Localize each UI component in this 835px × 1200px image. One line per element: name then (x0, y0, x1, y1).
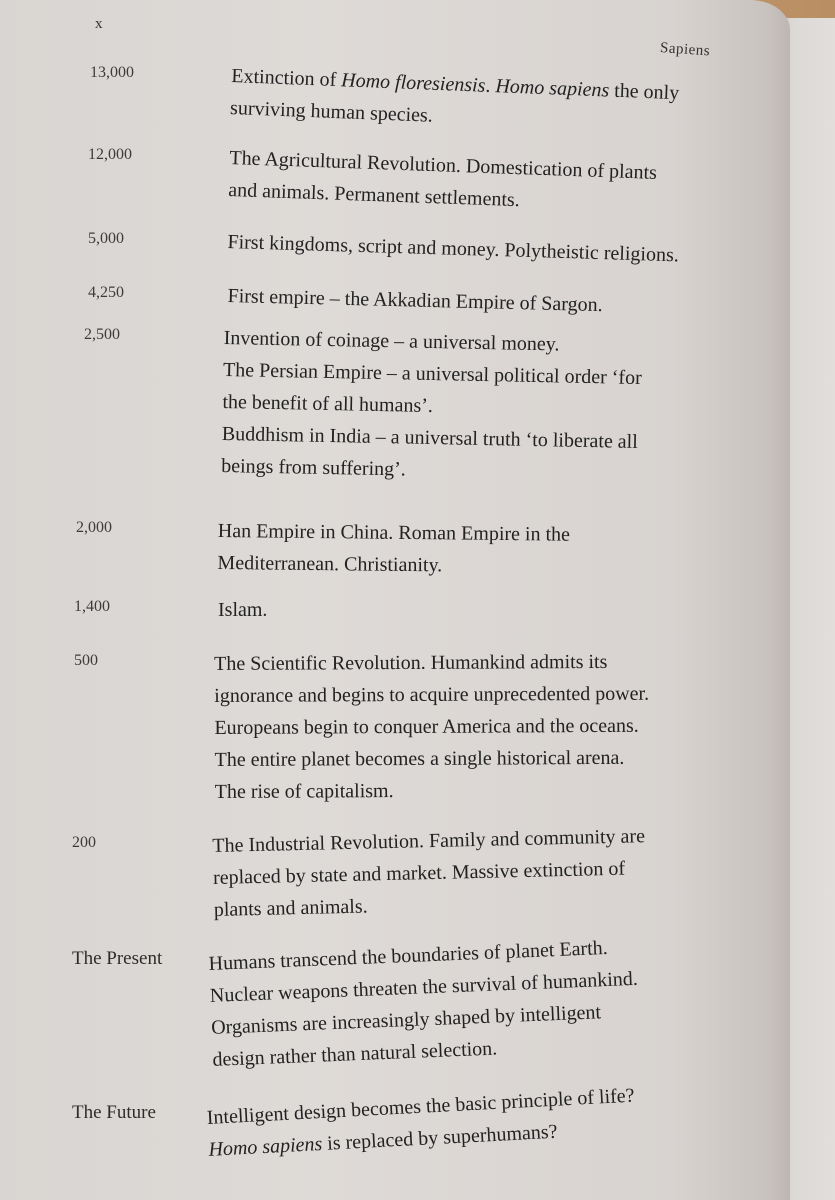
timeline-description (208, 927, 733, 1076)
timeline-date: The Future (72, 1102, 156, 1123)
description-line: Europeans begin to conquer America and the oceans. (214, 714, 639, 739)
description-line: Islam. (218, 599, 268, 621)
description-line: ignorance and begins to acquire unprecedented power. (214, 682, 650, 707)
description-line: surviving human species. (229, 96, 434, 127)
description-line: Intelligent design becomes the basic principle of life? (206, 1084, 636, 1129)
timeline-date: 200 (72, 834, 96, 851)
description-line: The Agricultural Revolution. Domestication of plants (229, 146, 658, 184)
description-line: The rise of capitalism. (214, 780, 394, 803)
timeline-date: 13,000 (90, 64, 134, 81)
timeline-description (218, 594, 738, 626)
description-line: design rather than natural selection. (212, 1037, 498, 1071)
description-line: Han Empire in China. Roman Empire in the (217, 519, 571, 546)
description-line: Buddhism in India – a universal truth ‘to liberate all (221, 422, 638, 453)
timeline-description (212, 818, 734, 926)
description-line: The Persian Empire – a universal political order ‘for (222, 358, 642, 390)
timeline-description (221, 322, 744, 492)
timeline-description (227, 280, 748, 325)
timeline-description (230, 60, 752, 144)
description-line: Mediterranean. Christianity. (217, 551, 443, 577)
description-line: First kingdoms, script and money. Polytheistic religions. (227, 230, 680, 267)
description-line: beings from suffering’. (221, 454, 407, 481)
timeline-description (214, 645, 735, 808)
description-line: The Industrial Revolution. Family and community are (212, 825, 646, 857)
timeline-date: 4,250 (88, 284, 124, 301)
timeline-date: 1,400 (74, 598, 110, 615)
running-head: Sapiens (659, 40, 711, 60)
description-line: Extinction of Homo floresiensis. Homo sapiens the only (230, 64, 680, 105)
timeline-date: 5,000 (88, 230, 124, 247)
description-line: plants and animals. (213, 895, 368, 921)
timeline-date: 12,000 (88, 146, 132, 163)
timeline-description (227, 226, 748, 273)
description-line: First empire – the Akkadian Empire of Sargon. (227, 284, 603, 317)
timeline-date: 500 (74, 652, 98, 669)
timeline-description (217, 515, 738, 584)
timeline-description (206, 1075, 729, 1166)
description-line: Humans transcend the boundaries of planet Earth. (208, 936, 609, 975)
description-line: The entire planet becomes a single historical arena. (214, 746, 625, 771)
timeline-date: The Present (72, 948, 163, 969)
timeline-description (228, 142, 750, 224)
description-line: and animals. Permanent settlements. (227, 178, 521, 212)
timeline-date: 2,000 (76, 519, 112, 536)
description-line: Homo sapiens is replaced by superhumans? (207, 1120, 558, 1161)
description-line: Organisms are increasingly shaped by intelligent (210, 1001, 602, 1039)
description-line: Invention of coinage – a universal money. (223, 326, 560, 356)
description-line: replaced by state and market. Massive extinction of (212, 857, 626, 889)
description-line: Nuclear weapons threaten the survival of humankind. (209, 967, 639, 1007)
page-number: x (95, 16, 103, 32)
description-line: the benefit of all humans’. (222, 390, 434, 418)
description-line: The Scientific Revolution. Humankind admits its (214, 650, 608, 675)
timeline-date: 2,500 (84, 326, 120, 343)
